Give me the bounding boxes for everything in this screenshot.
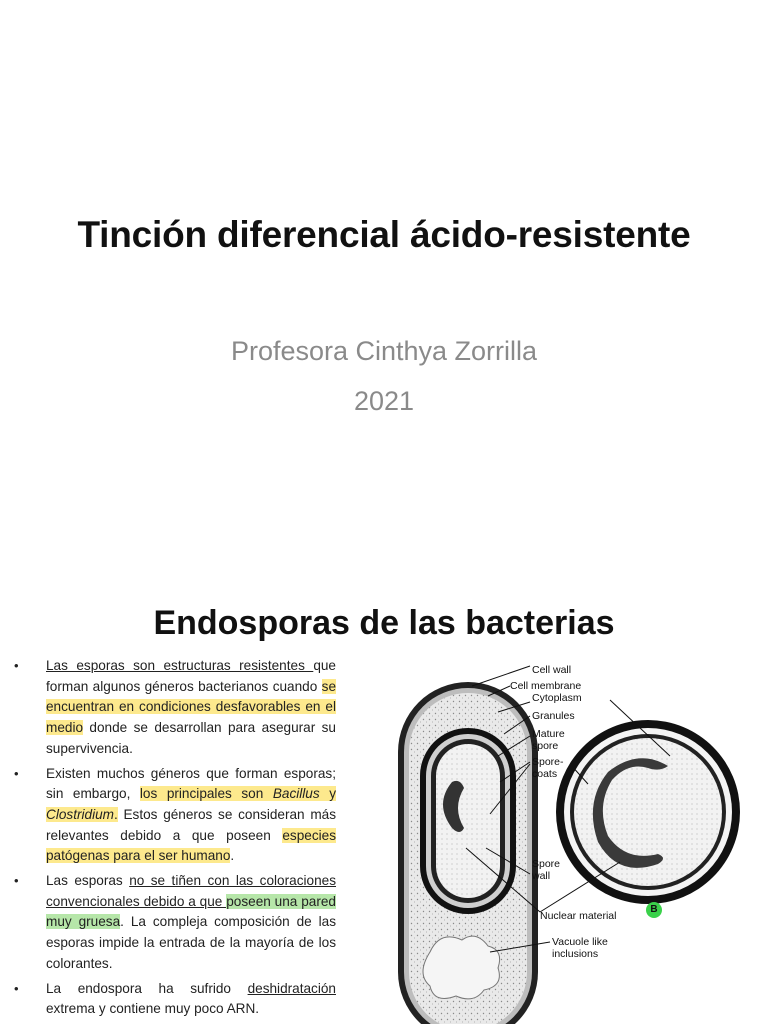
label-cytoplasm: Cytoplasm bbox=[532, 692, 582, 704]
slide-title: Endosporas de las bacterias bbox=[153, 604, 615, 642]
bullet-text: que forman algunos géneros bacterianos cuando bbox=[46, 658, 336, 694]
bullet-text: los principales son bbox=[139, 786, 273, 802]
label-cell-wall: Cell wall bbox=[532, 664, 572, 676]
label-spore-coats: Spore- coats bbox=[532, 756, 564, 780]
bullet-text: Existen muchos géneros que forman esporas; sin embargo, bbox=[46, 765, 336, 802]
label-spore-wall: Spore wall bbox=[532, 858, 561, 882]
endospore-diagram bbox=[380, 652, 768, 1024]
bullet-text: . bbox=[230, 848, 235, 864]
bullet-text: y bbox=[319, 786, 337, 802]
bullet-text: deshidratación bbox=[247, 980, 336, 996]
bullet-item bbox=[0, 871, 336, 975]
bullet-dot: • bbox=[14, 980, 19, 996]
bullet-text: se encuentran en condiciones desfavorables en el medio bbox=[46, 678, 336, 736]
label-granules: Granules bbox=[532, 710, 575, 722]
endospores-slide bbox=[0, 560, 768, 1024]
bullet-text: Bacillus bbox=[272, 786, 320, 802]
bullet-dot: • bbox=[14, 658, 19, 673]
label-mature-spore: Mature spore bbox=[532, 728, 565, 752]
bullet-text: poseen una pared muy gruesa bbox=[46, 893, 336, 930]
figure-badge-b: B bbox=[646, 902, 662, 918]
bullet-item bbox=[0, 656, 336, 760]
endospore-illustration bbox=[380, 652, 768, 1024]
bullet-dot: • bbox=[14, 873, 19, 889]
label-vacuole-inclusions: Vacuole like inclusions bbox=[552, 936, 608, 960]
bullet-text: Clostridium bbox=[46, 806, 114, 822]
slide-author: Profesora Cinthya Zorrilla bbox=[230, 336, 538, 366]
bullet-list bbox=[0, 656, 336, 1024]
slide-title: Tinción diferencial ácido-resistente bbox=[77, 214, 691, 255]
bullet-text: La endospora ha sufrido bbox=[46, 980, 248, 996]
label-cell-membrane: Cell membrane bbox=[510, 680, 582, 692]
bullet-text: especies patógenas para el ser humano bbox=[46, 827, 336, 864]
label-nuclear-material: Nuclear material bbox=[540, 910, 617, 922]
bullet-item bbox=[0, 979, 336, 1020]
slide-year: 2021 bbox=[353, 386, 415, 416]
bullet-text: Las esporas bbox=[46, 873, 130, 889]
bullet-item bbox=[0, 764, 336, 868]
bullet-text: Estos géneros se consideran más relevantes debido a que poseen bbox=[46, 806, 336, 843]
bullet-text: donde se desarrollan para asegurar su supervivencia. bbox=[46, 720, 336, 756]
bullet-text: Las esporas son estructuras resistentes bbox=[46, 658, 314, 673]
bullet-text: extrema y contiene muy poco ARN. bbox=[46, 1001, 260, 1017]
bullet-dot: • bbox=[14, 765, 19, 781]
bullet-text: . bbox=[113, 806, 118, 822]
bullet-text: . La compleja composición de las esporas impide la entrada de la mayoría de los colorantes. bbox=[46, 914, 336, 971]
bullet-text: no se tiñen con las coloraciones convencionales debido a que bbox=[46, 873, 336, 909]
